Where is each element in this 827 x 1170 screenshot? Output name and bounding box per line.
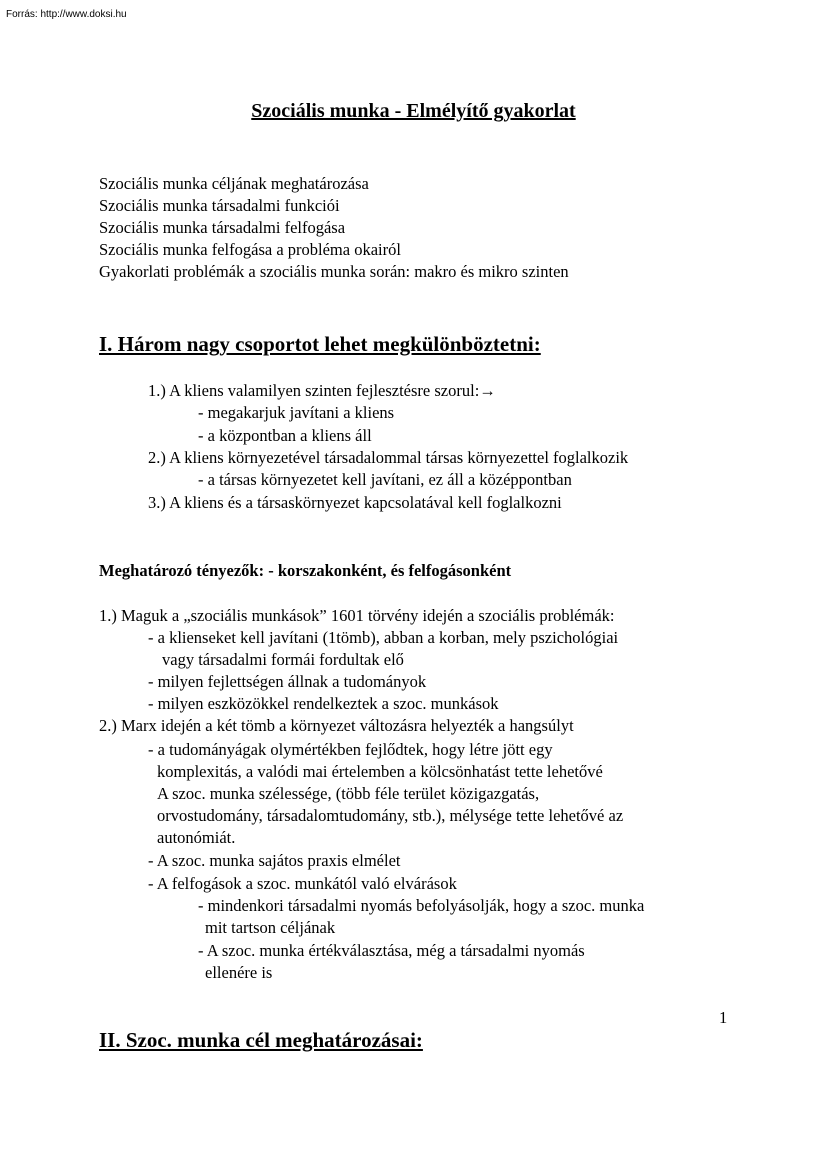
factors-line: - a tudományágak olymértékben fejlődtek, hogy létre jött egy [148,740,553,759]
source-note: Forrás: http://www.doksi.hu [6,9,127,20]
factors-line: vagy társadalmi formái fordultak elő [162,650,404,669]
factors-line: 1.) Maguk a „szociális munkások” 1601 törvény idején a szociális problémák: [99,606,615,625]
factors-line: - milyen eszközökkel rendelkeztek a szoc. munkások [148,694,499,713]
section-1-line: - a társas környezetet kell javítani, ez áll a középpontban [198,470,572,489]
section-1-line: - megakarjuk javítani a kliens [198,403,395,422]
factors-line: A szoc. munka szélessége, (több féle terület közigazgatás, [157,784,540,803]
topic-line: Gyakorlati problémák a szociális munka során: makro és mikro szinten [99,262,569,281]
section-1-line: 2.) A kliens környezetével társadalommal társas környezettel foglalkozik [148,448,629,467]
factors-line: - a klienseket kell javítani (1tömb), abban a korban, mely pszichológiai [148,628,619,647]
topic-line: Szociális munka társadalmi felfogása [99,218,346,237]
factors-line: 2.) Marx idején a két tömb a környezet változásra helyezték a hangsúlyt [99,716,574,735]
section-2-heading: II. Szoc. munka cél meghatározásai: [99,1028,423,1052]
factors-line: mit tartson céljának [205,918,336,937]
section-1-heading: I. Három nagy csoportot lehet megkülönböztetni: [99,332,541,356]
topic-line: Szociális munka felfogása a probléma okairól [99,240,401,259]
section-1-line: 1.) A kliens valamilyen szinten fejlesztésre szorul:→ [148,381,496,400]
factors-line: - A szoc. munka értékválasztása, még a társadalmi nyomás [198,941,585,960]
section-1-line: - a központban a kliens áll [198,426,372,445]
factors-line: komplexitás, a valódi mai értelemben a kölcsönhatást tette lehetővé [157,762,603,781]
section-1-line: 3.) A kliens és a társaskörnyezet kapcsolatával kell foglalkozni [148,493,562,512]
factors-line: - A felfogások a szoc. munkától való elvárások [148,874,457,893]
factors-line: - milyen fejlettségen állnak a tudományok [148,672,427,691]
document-title: Szociális munka - Elmélyítő gyakorlat [251,100,576,122]
factors-line: - mindenkori társadalmi nyomás befolyásolják, hogy a szoc. munka [198,896,645,915]
factors-line: orvostudomány, társadalomtudomány, stb.), mélysége tette lehetővé az [157,806,624,825]
factors-heading: Meghatározó tényezők: - korszakonként, és felfogásonként [99,561,512,580]
factors-line: ellenére is [205,963,273,982]
topic-line: Szociális munka társadalmi funkciói [99,196,340,215]
factors-line: autonómiát. [157,828,236,847]
topic-line: Szociális munka céljának meghatározása [99,174,369,193]
factors-line: - A szoc. munka sajátos praxis elmélet [148,851,401,870]
page-number: 1 [719,1008,728,1027]
